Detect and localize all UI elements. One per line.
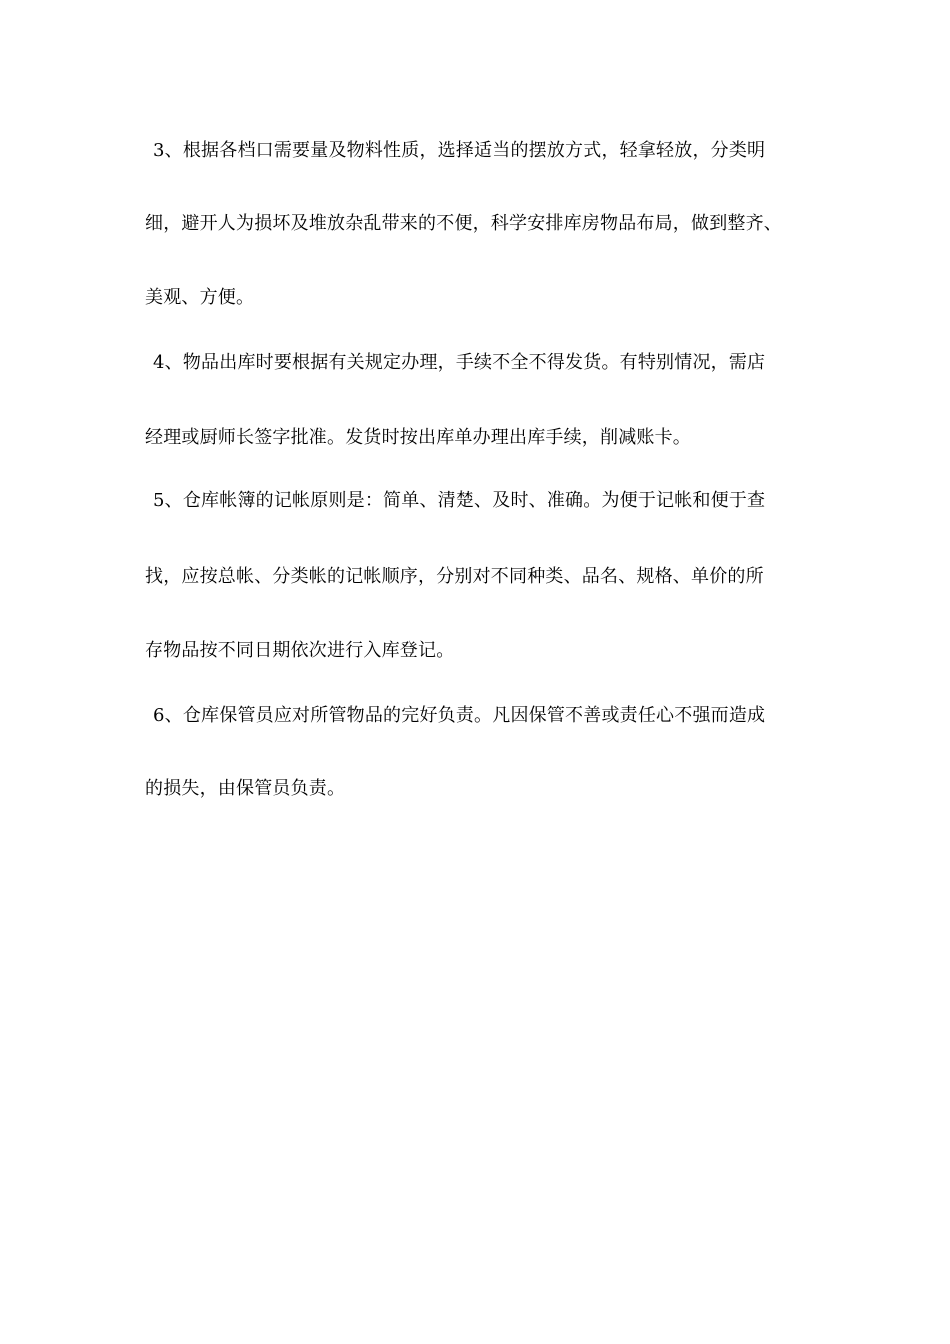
paragraph-3-line-1: 3、根据各档口需要量及物料性质，选择适当的摆放方式，轻拿轻放，分类明 <box>153 140 766 161</box>
paragraph-4-line-1: 4、物品出库时要根据有关规定办理，手续不全不得发货。有特别情况，需店 <box>153 352 766 373</box>
paragraph-5-line-3: 存物品按不同日期依次进行入库登记。 <box>145 640 455 661</box>
paragraph-6-line-2: 的损失，由保管员负责。 <box>145 778 346 799</box>
paragraph-5-line-2: 找，应按总帐、分类帐的记帐顺序，分别对不同种类、品名、规格、单价的所 <box>145 566 764 587</box>
paragraph-3-line-2: 细，避开人为损坏及堆放杂乱带来的不便，科学安排库房物品布局，做到整齐、 <box>145 213 782 234</box>
paragraph-3-line-3: 美观、方便。 <box>145 287 255 308</box>
paragraph-6-line-1: 6、仓库保管员应对所管物品的完好负责。凡因保管不善或责任心不强而造成 <box>153 705 766 726</box>
paragraph-4-line-2: 经理或厨师长签字批准。发货时按出库单办理出库手续，削减账卡。 <box>145 427 691 448</box>
paragraph-5-line-1: 5、仓库帐簿的记帐原则是：简单、清楚、及时、准确。为便于记帐和便于查 <box>153 490 766 511</box>
